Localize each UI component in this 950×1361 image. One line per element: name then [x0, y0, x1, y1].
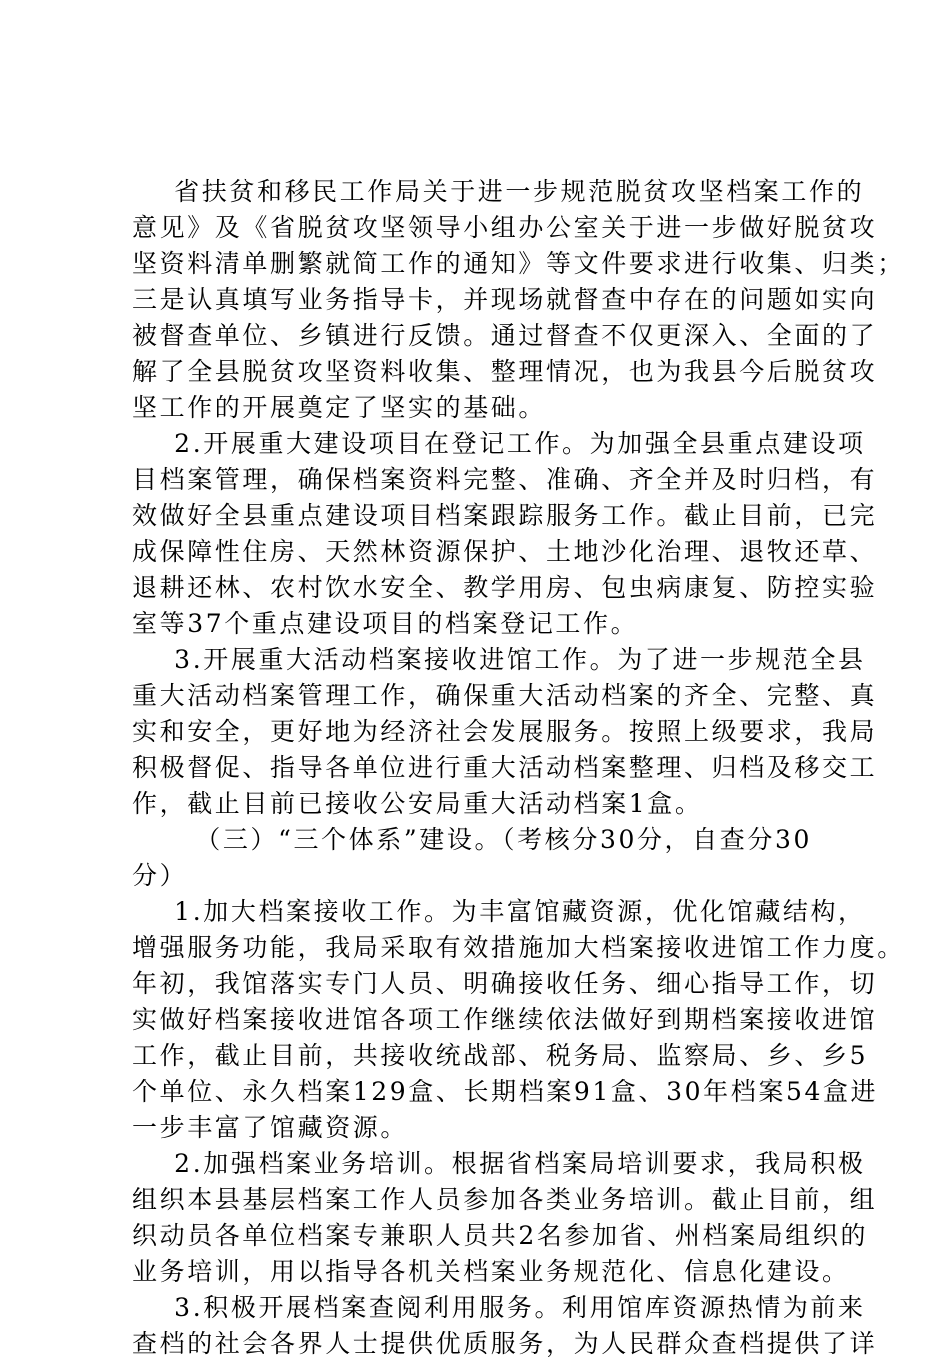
text-line: 个单位、永久档案129盒、长期档案91盒、30年档案54盒进: [132, 1077, 879, 1106]
text-line: 1.加大档案接收工作。为丰富馆藏资源，优化馆藏结构，: [132, 897, 866, 926]
text-line: 被督查单位、乡镇进行反馈。通过督查不仅更深入、全面的了: [132, 321, 878, 350]
text-line: 2.加强档案业务培训。根据省档案局培训要求，我局积极: [132, 1149, 866, 1178]
text-line: 3.积极开展档案查阅利用服务。利用馆库资源热情为前来: [132, 1293, 866, 1322]
text-line: 省扶贫和移民工作局关于进一步规范脱贫攻坚档案工作的: [132, 177, 865, 206]
text-line: 解了全县脱贫攻坚资料收集、整理情况，也为我县今后脱贫攻: [132, 357, 878, 386]
text-line: 退耕还林、农村饮水安全、教学用房、包虫病康复、防控实验: [132, 573, 878, 602]
text-line: 坚资料清单删繁就简工作的通知》等文件要求进行收集、归类；: [132, 249, 905, 278]
text-line: 增强服务功能，我局采取有效措施加大档案接收进馆工作力度。: [132, 933, 905, 962]
text-line: 查档的社会各界人士提供优质服务，为人民群众查档提供了详: [132, 1329, 878, 1358]
text-line: 积极督促、指导各单位进行重大活动档案整理、归档及移交工: [132, 753, 878, 782]
text-line: 重大活动档案管理工作，确保重大活动档案的齐全、完整、真: [132, 681, 878, 710]
text-line: 实做好档案接收进馆各项工作继续依法做好到期档案接收进馆: [132, 1005, 878, 1034]
text-line: 组织本县基层档案工作人员参加各类业务培训。截止目前，组: [132, 1185, 878, 1214]
text-line: 3.开展重大活动档案接收进馆工作。为了进一步规范全县: [132, 645, 866, 674]
text-line: 织动员各单位档案专兼职人员共2名参加省、州档案局组织的: [132, 1221, 869, 1250]
text-line: 效做好全县重点建设项目档案跟踪服务工作。截止目前，已完: [132, 501, 878, 530]
text-line: 意见》及《省脱贫攻坚领导小组办公室关于进一步做好脱贫攻: [132, 213, 878, 242]
text-line: 坚工作的开展奠定了坚实的基础。: [132, 393, 547, 422]
text-line: 目档案管理，确保档案资料完整、准确、齐全并及时归档，有: [132, 465, 878, 494]
text-line: 室等37个重点建设项目的档案登记工作。: [132, 609, 639, 638]
text-line: 工作，截止目前，共接收统战部、税务局、监察局、乡、乡5: [132, 1041, 869, 1070]
text-line: 实和安全，更好地为经济社会发展服务。按照上级要求，我局: [132, 717, 878, 746]
section-heading: （三）“三个体系”建设。（考核分30分，自查分30: [132, 825, 812, 854]
text-line: 2.开展重大建设项目在登记工作。为加强全县重点建设项: [132, 429, 866, 458]
section-heading: 分）: [132, 861, 188, 890]
text-line: 年初，我馆落实专门人员、明确接收任务、细心指导工作，切: [132, 969, 878, 998]
text-line: 成保障性住房、天然林资源保护、土地沙化治理、退牧还草、: [132, 537, 878, 566]
text-line: 一步丰富了馆藏资源。: [132, 1113, 409, 1142]
text-line: 作，截止目前已接收公安局重大活动档案1盒。: [132, 789, 703, 818]
text-line: 业务培训，用以指导各机关档案业务规范化、信息化建设。: [132, 1257, 850, 1286]
text-line: 三是认真填写业务指导卡，并现场就督查中存在的问题如实向: [132, 285, 878, 314]
